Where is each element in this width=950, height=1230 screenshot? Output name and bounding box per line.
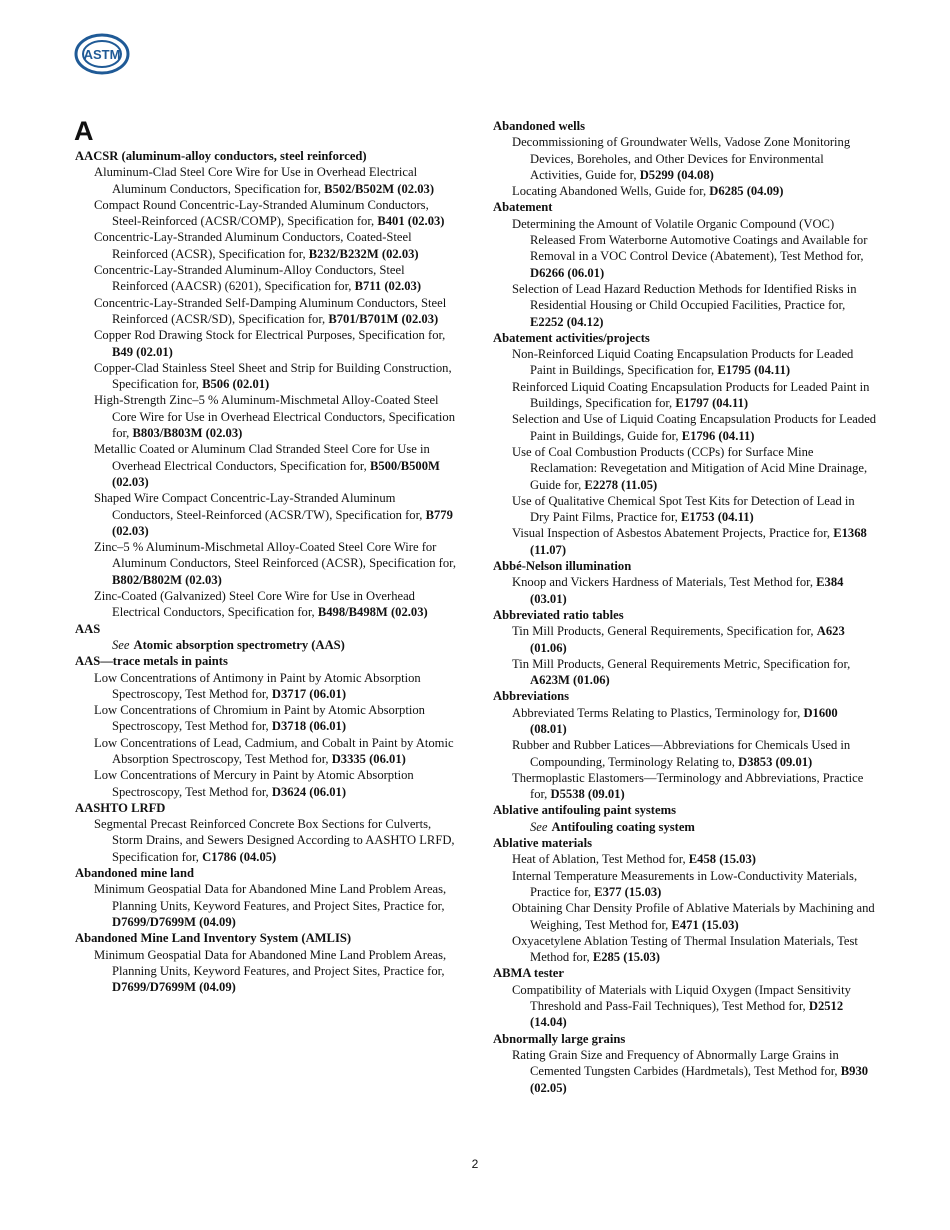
index-entry [75,881,459,930]
standard-designation: D1600 (08.01) [530,705,838,736]
standard-designation: D6285 (04.09) [709,184,784,199]
standard-designation: B502/B502M (02.03) [324,181,435,196]
standard-designation: B49 (02.01) [112,344,173,359]
entry-title: Shaped Wire Compact Concentric-Lay-Stranded Aluminum Conductors, Steel-Reinforced (ACSR/TW), Specification for, [94,491,423,522]
standard-designation: B802/B802M (02.03) [112,572,222,587]
standard-designation: B803/B803M (02.03) [132,426,243,441]
index-entry [75,164,459,197]
entry-title: Rubber and Rubber Latices—Abbreviations for Chemicals Used in Compounding, Terminology Relating to, [512,738,851,769]
index-entry [75,767,459,800]
entry-title: Minimum Geospatial Data for Abandoned Mine Land Problem Areas, Planning Units, Keyword Features, and Project Sites, Practice for, [94,882,447,913]
entry-title: Visual Inspection of Asbestos Abatement Projects, Practice for, [512,526,831,541]
standard-designation: E384 (03.01) [530,575,844,606]
entry-title: Compatibility of Materials with Liquid Oxygen (Impact Sensitivity Threshold and Pass-Fail Techniques), Test Method for, [512,982,851,1014]
entry-title: Segmental Precast Reinforced Concrete Box Sections for Culverts, Storm Drains, and Sewers Designed According to AASHTO LRFD, Specification for, [94,817,455,864]
standard-designation: C1786 (04.05) [202,849,277,864]
index-entry [75,816,459,865]
entry-title: Aluminum-Clad Steel Core Wire for Use in Overhead Electrical Aluminum Conductors, Specification for, [94,165,418,196]
entry-title: Oxyacetylene Ablation Testing of Thermal Insulation Materials, Test Method for, [512,933,858,965]
entry-title: Reinforced Liquid Coating Encapsulation Products for Leaded Paint in Buildings, Specification for, [512,379,870,411]
see-target: Antifouling coating system [551,819,695,834]
entry-title: Zinc–5 % Aluminum-Mischmetal Alloy-Coated Steel Core Wire for Aluminum Conductors, Steel Reinforced (ACSR), Specification for, [94,540,457,571]
index-entry [493,1047,877,1096]
entry-title: Low Concentrations of Mercury in Paint by Atomic Absorption Spectroscopy, Test Method for, [94,768,414,799]
index-term: AAS [75,621,101,636]
index-entry [493,770,877,803]
entry-title: Metallic Coated or Aluminum Clad Stranded Steel Core for Use in Overhead Electrical Conductors, Specification for, [94,442,430,473]
index-entry [493,281,877,330]
entry-title: Rating Grain Size and Frequency of Abnormally Large Grains in Cemented Tungsten Carbides (Hardmetals), Test Method for, [512,1047,839,1079]
index-entry [493,444,877,493]
index-entry [75,588,459,621]
astm-logo [73,30,131,80]
index-entry [493,705,877,738]
index-entry [493,656,877,689]
standard-designation: E1797 (04.11) [675,396,749,411]
entry-title: Use of Coal Combustion Products (CCPs) for Surface Mine Reclamation: Revegetation and Mitigation of Acid Mine Drainage, Guide for, [512,444,868,492]
standard-designation: D7699/D7699M (04.09) [112,914,236,929]
logo-text: ASTM [83,47,121,62]
index-term: Abatement activities/projects [493,330,650,345]
standard-designation: A623M (01.06) [530,673,610,688]
entry-title: Low Concentrations of Antimony in Paint by Atomic Absorption Spectroscopy, Test Method for, [94,670,421,701]
index-entry [493,851,877,867]
index-entry [493,574,877,607]
entry-title: Tin Mill Products, General Requirements, Specification for, [512,624,814,639]
entry-title: Internal Temperature Measurements in Low-Conductivity Materials, Practice for, [512,868,858,899]
entry-title: Copper Rod Drawing Stock for Electrical Purposes, Specification for, [94,328,446,343]
entry-title: Zinc-Coated (Galvanized) Steel Core Wire for Use in Overhead Electrical Conductors, Specification for, [94,589,415,620]
standard-designation: B711 (02.03) [354,279,422,294]
standard-designation: D3718 (06.01) [271,719,347,734]
index-entry [75,262,459,295]
entry-title: High-Strength Zinc–5 % Aluminum-Mischmetal Alloy-Coated Steel Core Wire for Use in Overhead Electrical Conductors, Specification for, [94,393,456,441]
standard-designation: D3624 (06.01) [271,784,347,799]
see-reference [75,637,459,653]
index-entry [75,539,459,588]
index-term: Abatement [493,200,553,215]
section-letter: A [74,116,94,146]
standard-designation: D3717 (06.01) [271,686,347,701]
standard-designation: A623 (01.06) [530,624,845,655]
entry-title: Compact Round Concentric-Lay-Stranded Aluminum Conductors, Steel-Reinforced (ACSR/COMP), Specification for, [94,197,429,229]
standard-designation: D7699/D7699M (04.09) [112,980,236,995]
entry-title: Thermoplastic Elastomers—Terminology and Abbreviations, Practice for, [512,770,864,802]
entry-title: Heat of Ablation, Test Method for, [512,852,686,867]
index-term: Abandoned mine land [75,866,194,881]
index-term: Ablative materials [493,836,592,851]
index-entry [493,737,877,770]
index-entry [493,623,877,656]
entry-title: Low Concentrations of Lead, Cadmium, and Cobalt in Paint by Atomic Absorption Spectroscopy, Test Method for, [94,735,454,766]
standard-designation: E1368 (11.07) [530,526,867,557]
entry-title: Use of Qualitative Chemical Spot Test Kits for Detection of Lead in Dry Paint Films, Practice for, [512,493,855,525]
entry-title: Knoop and Vickers Hardness of Materials, Test Method for, [512,575,813,590]
index-entry [75,490,459,539]
standard-designation: E1796 (04.11) [681,428,755,443]
standard-designation: D2512 (14.04) [530,999,844,1030]
index-entry [493,216,877,281]
see-label: See [112,637,130,652]
entry-title: Selection and Use of Liquid Coating Encapsulation Products for Leaded Paint in Buildings, Guide for, [512,412,877,443]
index-entry [493,379,877,412]
index-entry [493,183,877,199]
index-term: AACSR (aluminum-alloy conductors, steel reinforced) [75,149,367,163]
index-entry [75,392,459,441]
index-entry [75,735,459,768]
standard-designation: B506 (02.01) [202,377,270,392]
standard-designation: D5538 (09.01) [550,787,625,802]
standard-designation: B500/B500M (02.03) [112,458,440,489]
index-term: Abandoned wells [493,119,586,133]
entry-title: Locating Abandoned Wells, Guide for, [512,184,707,199]
entry-title: Concentric-Lay-Stranded Aluminum Conductors, Coated-Steel Reinforced (ACSR), Specification for, [94,230,412,261]
standard-designation: B401 (02.03) [377,214,445,229]
index-entry [75,670,459,703]
standard-designation: B930 (02.05) [530,1064,869,1095]
entry-title: Concentric-Lay-Stranded Aluminum-Alloy Conductors, Steel Reinforced (AACSR) (6201), Specification for, [94,263,405,294]
index-entry [75,229,459,262]
standard-designation: B232/B232M (02.03) [308,246,419,261]
index-entry [493,411,877,444]
entry-title: Decommissioning of Groundwater Wells, Vadose Zone Monitoring Devices, Boreholes, and Other Devices for Environmental Activities, Guide for, [512,135,851,182]
see-label: See [530,819,548,834]
standard-designation: E458 (15.03) [688,852,756,867]
index-entry [493,900,877,933]
standard-designation: E471 (15.03) [671,917,739,932]
index-entry [493,933,877,966]
index-term: AASHTO LRFD [75,800,166,815]
index-entry [493,868,877,901]
entry-title: Low Concentrations of Chromium in Paint by Atomic Absorption Spectroscopy, Test Method for, [94,703,425,734]
index-entry [75,360,459,393]
standard-designation: B779 (02.03) [112,507,453,538]
index-term: Ablative antifouling paint systems [493,803,676,818]
standard-designation: D3853 (09.01) [738,754,813,769]
standard-designation: E2252 (04.12) [530,314,604,329]
entry-title: Minimum Geospatial Data for Abandoned Mine Land Problem Areas, Planning Units, Keyword Features, and Project Sites, Practice for, [94,947,447,978]
standard-designation: B498/B498M (02.03) [317,605,428,620]
index-term: Abbreviated ratio tables [493,607,624,622]
index-term: Abandoned Mine Land Inventory System (AMLIS) [75,931,352,946]
index-column-left [75,148,459,995]
index-term: AAS—trace metals in paints [75,654,228,669]
index-entry [493,982,877,1031]
entry-title: Abbreviated Terms Relating to Plastics, Terminology for, [512,705,801,720]
see-reference [493,819,877,835]
standard-designation: E285 (15.03) [592,950,660,965]
index-entry [493,525,877,558]
standard-designation: E2278 (11.05) [584,477,658,492]
index-term: Abbreviations [493,689,570,704]
entry-title: Tin Mill Products, General Requirements Metric, Specification for, [512,656,851,671]
index-term: ABMA tester [493,966,564,981]
entry-title: Copper-Clad Stainless Steel Sheet and Strip for Building Construction, Specification for, [94,360,452,392]
entry-title: Concentric-Lay-Stranded Self-Damping Aluminum Conductors, Steel Reinforced (ACSR/SD), Specification for, [94,295,447,326]
index-term: Abbé-Nelson illumination [493,559,632,574]
see-target: Atomic absorption spectrometry (AAS) [133,637,345,652]
entry-title: Obtaining Char Density Profile of Ablative Materials by Machining and Weighing, Test Method for, [512,901,875,932]
index-entry [75,197,459,230]
index-entry [75,327,459,360]
standard-designation: E1795 (04.11) [717,363,791,378]
entry-title: Non-Reinforced Liquid Coating Encapsulation Products for Leaded Paint in Buildings, Specification for, [512,347,854,378]
index-entry [75,947,459,996]
index-entry [75,441,459,490]
standard-designation: D6266 (06.01) [530,265,605,280]
standard-designation: B701/B701M (02.03) [328,311,439,326]
page-number: 2 [471,1157,479,1171]
standard-designation: E1753 (04.11) [680,510,754,525]
standard-designation: D5299 (04.08) [639,167,714,182]
index-entry [493,493,877,526]
entry-title: Selection of Lead Hazard Reduction Methods for Identified Risks in Residential Housing or Child Occupied Facilities, Practice for, [512,281,857,313]
standard-designation: D3335 (06.01) [331,751,406,766]
index-entry [75,702,459,735]
index-entry [75,295,459,328]
index-column-right [493,118,877,1096]
index-entry [493,346,877,379]
standard-designation: E377 (15.03) [594,884,662,899]
index-term: Abnormally large grains [493,1031,626,1046]
index-entry [493,134,877,183]
entry-title: Determining the Amount of Volatile Organic Compound (VOC) Released From Waterborne Automotive Coatings and Available for Removal in a VOC Control Device (Abatement), Test Method for, [512,216,868,264]
